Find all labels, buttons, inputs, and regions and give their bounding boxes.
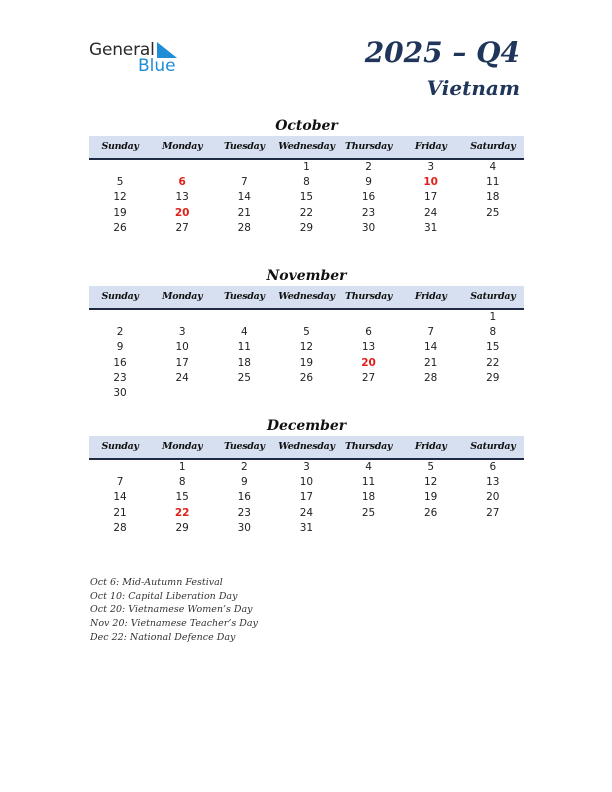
day-cell: 21 <box>237 206 251 219</box>
weekday-saturday: Saturday <box>470 141 516 152</box>
day-cell: 3 <box>303 461 310 473</box>
month-title: October <box>275 118 338 134</box>
day-cell <box>151 386 213 401</box>
day-cell <box>151 160 213 175</box>
day-cell <box>462 521 524 536</box>
day-cell: 14 <box>424 341 438 354</box>
week-row <box>89 356 524 371</box>
logo-blue-text: Blue <box>138 56 176 76</box>
day-cell: 5 <box>116 176 124 189</box>
weekday-monday: Monday <box>162 291 203 302</box>
weekday-saturday: Saturday <box>470 441 516 452</box>
day-cell: 22 <box>299 206 314 219</box>
week-row <box>89 325 524 340</box>
weekday-tuesday: Tuesday <box>223 441 265 452</box>
day-cell: 22 <box>486 356 500 369</box>
day-cell: 7 <box>427 326 435 339</box>
day-cell: 3 <box>427 161 435 173</box>
day-cell: 20 <box>174 206 190 219</box>
month-grid <box>89 460 524 536</box>
day-cell: 1 <box>178 461 186 473</box>
day-cell: 24 <box>424 206 438 219</box>
day-cell: 23 <box>361 206 376 219</box>
day-cell: 9 <box>116 341 124 354</box>
day-cell: 21 <box>424 356 438 369</box>
day-cell: 17 <box>424 191 438 204</box>
day-cell: 3 <box>178 326 186 339</box>
day-cell: 21 <box>113 506 127 519</box>
day-cell: 4 <box>240 326 248 339</box>
month-grid <box>89 160 524 236</box>
day-cell: 4 <box>365 461 372 473</box>
day-cell: 18 <box>361 491 376 504</box>
day-cell: 6 <box>489 461 497 473</box>
day-cell: 11 <box>237 341 251 354</box>
day-cell: 2 <box>365 161 372 173</box>
day-cell <box>213 310 275 325</box>
day-cell: 8 <box>303 176 310 189</box>
day-cell: 5 <box>427 461 435 473</box>
day-cell <box>89 310 151 325</box>
week-row <box>89 475 524 490</box>
day-cell <box>338 386 400 401</box>
day-cell: 2 <box>116 326 124 339</box>
weekday-monday: Monday <box>162 441 203 452</box>
week-row <box>89 160 524 175</box>
week-row <box>89 521 524 536</box>
weekday-header <box>89 436 524 460</box>
day-cell: 24 <box>175 371 189 384</box>
weekday-thursday: Thursday <box>344 441 393 452</box>
day-cell <box>338 521 400 536</box>
day-cell: 17 <box>175 356 189 369</box>
day-cell: 10 <box>299 476 314 489</box>
weekday-monday: Monday <box>162 141 203 152</box>
day-cell: 15 <box>486 341 500 354</box>
day-cell: 10 <box>175 341 189 354</box>
day-cell: 10 <box>423 176 438 189</box>
day-cell: 26 <box>299 371 314 384</box>
day-cell: 15 <box>175 491 189 504</box>
weekday-saturday: Saturday <box>470 291 516 302</box>
day-cell: 4 <box>489 161 497 173</box>
weekday-thursday: Thursday <box>344 141 393 152</box>
month-november <box>89 266 524 401</box>
day-cell: 9 <box>365 176 372 189</box>
month-december <box>89 416 524 536</box>
day-cell: 5 <box>303 326 310 339</box>
month-october <box>89 116 524 236</box>
day-cell: 25 <box>237 371 251 384</box>
holiday-list <box>90 576 258 645</box>
day-cell: 29 <box>486 371 500 384</box>
weekday-header <box>89 286 524 310</box>
day-cell: 11 <box>486 176 500 189</box>
week-row <box>89 175 524 190</box>
holiday-item: Nov 20: Vietnamese Teacher’s Day <box>90 618 258 630</box>
day-cell <box>151 310 213 325</box>
country-name: Vietnam <box>426 76 520 100</box>
day-cell <box>213 386 275 401</box>
month-title: November <box>266 268 347 284</box>
day-cell: 29 <box>299 221 314 234</box>
day-cell <box>89 460 151 475</box>
weekday-friday: Friday <box>414 441 447 452</box>
day-cell <box>213 160 275 175</box>
weekday-wednesday: Wednesday <box>278 291 335 302</box>
day-cell: 25 <box>361 506 376 519</box>
holiday-item: Dec 22: National Defence Day <box>90 631 236 643</box>
day-cell: 27 <box>361 371 376 384</box>
day-cell: 19 <box>113 206 127 219</box>
weekday-wednesday: Wednesday <box>278 141 335 152</box>
day-cell <box>400 310 462 325</box>
day-cell: 12 <box>299 341 314 354</box>
general-blue-logo <box>89 40 189 80</box>
week-row <box>89 371 524 386</box>
day-cell: 23 <box>113 371 127 384</box>
day-cell: 6 <box>365 326 372 339</box>
day-cell: 11 <box>361 476 376 489</box>
week-row <box>89 221 524 236</box>
day-cell <box>275 310 337 325</box>
day-cell: 13 <box>486 476 500 489</box>
day-cell: 20 <box>486 491 500 504</box>
day-cell: 27 <box>175 221 189 234</box>
weekday-sunday: Sunday <box>101 141 139 152</box>
weekday-header <box>89 136 524 160</box>
holiday-item: Oct 10: Capital Liberation Day <box>90 590 238 602</box>
holiday-item: Oct 6: Mid-Autumn Festival <box>90 577 223 588</box>
week-row <box>89 386 524 401</box>
day-cell: 15 <box>299 191 314 204</box>
weekday-thursday: Thursday <box>344 291 393 302</box>
day-cell: 31 <box>299 521 314 534</box>
day-cell: 8 <box>178 476 186 489</box>
week-row <box>89 340 524 355</box>
week-row <box>89 310 524 325</box>
day-cell: 9 <box>240 476 248 489</box>
day-cell: 16 <box>113 356 127 369</box>
weekday-friday: Friday <box>414 141 447 152</box>
day-cell: 17 <box>299 491 314 504</box>
week-row <box>89 190 524 205</box>
week-row <box>89 206 524 221</box>
day-cell: 24 <box>299 506 314 519</box>
logo-general-text: General <box>89 40 155 60</box>
day-cell <box>89 160 151 175</box>
day-cell: 30 <box>237 521 251 534</box>
day-cell: 31 <box>424 221 438 234</box>
weekday-friday: Friday <box>414 291 447 302</box>
day-cell: 19 <box>299 356 314 369</box>
day-cell: 30 <box>361 221 376 234</box>
day-cell: 16 <box>361 191 376 204</box>
day-cell: 28 <box>237 221 251 234</box>
holiday-item: Oct 20: Vietnamese Women’s Day <box>90 604 253 616</box>
day-cell: 1 <box>303 161 310 173</box>
day-cell: 19 <box>424 491 438 504</box>
day-cell: 26 <box>424 506 438 519</box>
day-cell: 23 <box>237 506 251 519</box>
day-cell: 13 <box>361 341 376 354</box>
day-cell <box>400 386 462 401</box>
weekday-wednesday: Wednesday <box>278 441 335 452</box>
day-cell: 25 <box>486 206 500 219</box>
weekday-sunday: Sunday <box>101 441 139 452</box>
day-cell: 28 <box>113 521 127 534</box>
day-cell: 30 <box>113 386 127 399</box>
day-cell: 18 <box>237 356 251 369</box>
week-row <box>89 506 524 521</box>
day-cell: 18 <box>486 191 500 204</box>
month-grid <box>89 310 524 401</box>
day-cell <box>275 386 337 401</box>
day-cell <box>462 386 524 401</box>
day-cell: 7 <box>240 176 248 189</box>
day-cell: 8 <box>489 326 497 339</box>
weekday-tuesday: Tuesday <box>223 291 265 302</box>
day-cell: 14 <box>237 191 251 204</box>
day-cell: 2 <box>240 461 248 473</box>
day-cell: 14 <box>113 491 127 504</box>
day-cell <box>400 521 462 536</box>
day-cell: 28 <box>424 371 438 384</box>
weekday-sunday: Sunday <box>101 291 139 302</box>
weekday-tuesday: Tuesday <box>223 141 265 152</box>
day-cell: 12 <box>113 191 127 204</box>
day-cell: 20 <box>361 356 376 369</box>
week-row <box>89 460 524 475</box>
day-cell: 22 <box>174 506 190 519</box>
day-cell: 26 <box>113 221 127 234</box>
day-cell: 29 <box>175 521 189 534</box>
day-cell: 27 <box>486 506 500 519</box>
day-cell: 13 <box>175 191 189 204</box>
month-title: December <box>266 418 347 434</box>
week-row <box>89 490 524 505</box>
day-cell <box>462 221 524 236</box>
day-cell <box>338 310 400 325</box>
page-title: 2025 – Q4 <box>364 36 520 69</box>
day-cell: 1 <box>489 311 497 323</box>
day-cell: 7 <box>116 476 124 489</box>
day-cell: 16 <box>237 491 251 504</box>
day-cell: 12 <box>424 476 438 489</box>
day-cell: 6 <box>178 176 186 189</box>
